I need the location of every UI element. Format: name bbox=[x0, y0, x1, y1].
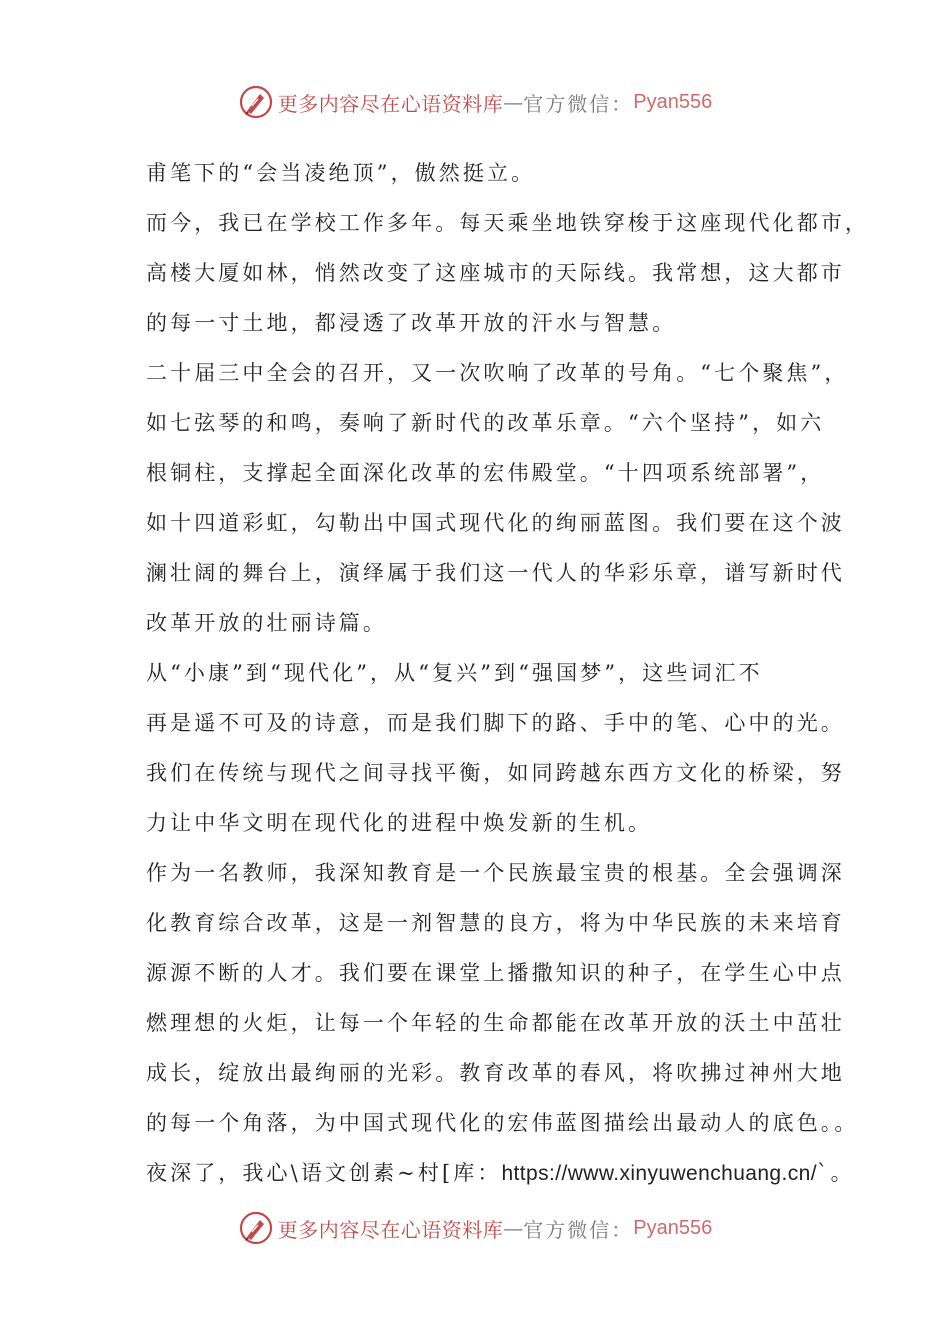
header-banner bbox=[0, 82, 950, 122]
banner-wechat-id: Pyan556 bbox=[633, 1216, 713, 1239]
banner-dash: — bbox=[503, 1216, 524, 1240]
text-line: 如十四道彩虹，勾勒出中国式现代化的绚丽蓝图。我们要在这个波 bbox=[146, 511, 845, 535]
text-line: 作为一名教师，我深知教育是一个民族最宝贵的根基。全会强调深 bbox=[146, 861, 845, 885]
website-url: https://www.xinyuwenchuang.cn/ bbox=[501, 1162, 817, 1185]
last-line-suffix: `。 bbox=[816, 1161, 855, 1185]
banner-text: 更多内容尽在心语资料库 bbox=[277, 1217, 504, 1242]
text-line: 力让中华文明在现代化的进程中焕发新的生机。 bbox=[146, 811, 653, 835]
text-line: 如七弦琴的和鸣，奏响了新时代的改革乐章。“六个坚持”，如六 bbox=[146, 411, 825, 435]
text-line: 二十届三中全会的召开，又一次吹响了改革的号角。“七个聚焦”， bbox=[146, 361, 849, 385]
text-line: 再是遥不可及的诗意，而是我们脚下的路、手中的笔、心中的光。 bbox=[146, 711, 845, 735]
text-line: 从“小康”到“现代化”，从“复兴”到“强国梦”，这些词汇不 bbox=[146, 661, 763, 685]
text-line: 而今，我已在学校工作多年。每天乘坐地铁穿梭于这座现代化都市， bbox=[146, 211, 869, 235]
text-line: 的每一寸土地，都浸透了改革开放的汗水与智慧。 bbox=[146, 311, 677, 335]
text-line: 根铜柱，支撑起全面深化改革的宏伟殿堂。“十四项系统部署”， bbox=[146, 461, 825, 485]
banner-text: 更多内容尽在心语资料库 bbox=[277, 91, 504, 116]
last-line-prefix: 夜深了，我心\语文创素~村[库： bbox=[146, 1161, 502, 1185]
text-line: 改革开放的壮丽诗篇。 bbox=[146, 611, 387, 635]
text-line: 澜壮阔的舞台上，演绎属于我们这一代人的华彩乐章，谱写新时代 bbox=[146, 561, 845, 585]
last-text-line bbox=[146, 1148, 855, 1198]
banner-wechat-id: Pyan556 bbox=[633, 90, 713, 113]
article-body bbox=[146, 148, 869, 1198]
banner-wechat-label: 官方微信： bbox=[523, 91, 634, 116]
text-line: 燃理想的火炬，让每一个年轻的生命都能在改革开放的沃土中茁壮 bbox=[146, 1011, 845, 1035]
text-line: 成长，绽放出最绚丽的光彩。教育改革的春风，将吹拂过神州大地 bbox=[146, 1061, 845, 1085]
pen-nib-icon bbox=[238, 1210, 274, 1246]
text-line: 化教育综合改革，这是一剂智慧的良方，将为中华民族的未来培育 bbox=[146, 911, 845, 935]
text-line: 高楼大厦如林，悄然改变了这座城市的天际线。我常想，这大都市 bbox=[146, 261, 845, 285]
pen-nib-icon bbox=[238, 84, 274, 120]
text-line: 我们在传统与现代之间寻找平衡，如同跨越东西方文化的桥梁，努 bbox=[146, 761, 845, 785]
banner-wechat-label: 官方微信： bbox=[523, 1217, 634, 1242]
text-line: 的每一个角落，为中国式现代化的宏伟蓝图描绘出最动人的底色。。 bbox=[146, 1111, 859, 1135]
banner-dash: — bbox=[503, 90, 524, 114]
text-line: 甫笔下的“会当凌绝顶”，傲然挺立。 bbox=[146, 161, 536, 185]
text-line: 源源不断的人才。我们要在课堂上播撒知识的种子，在学生心中点 bbox=[146, 961, 845, 985]
footer-banner bbox=[0, 1208, 950, 1248]
